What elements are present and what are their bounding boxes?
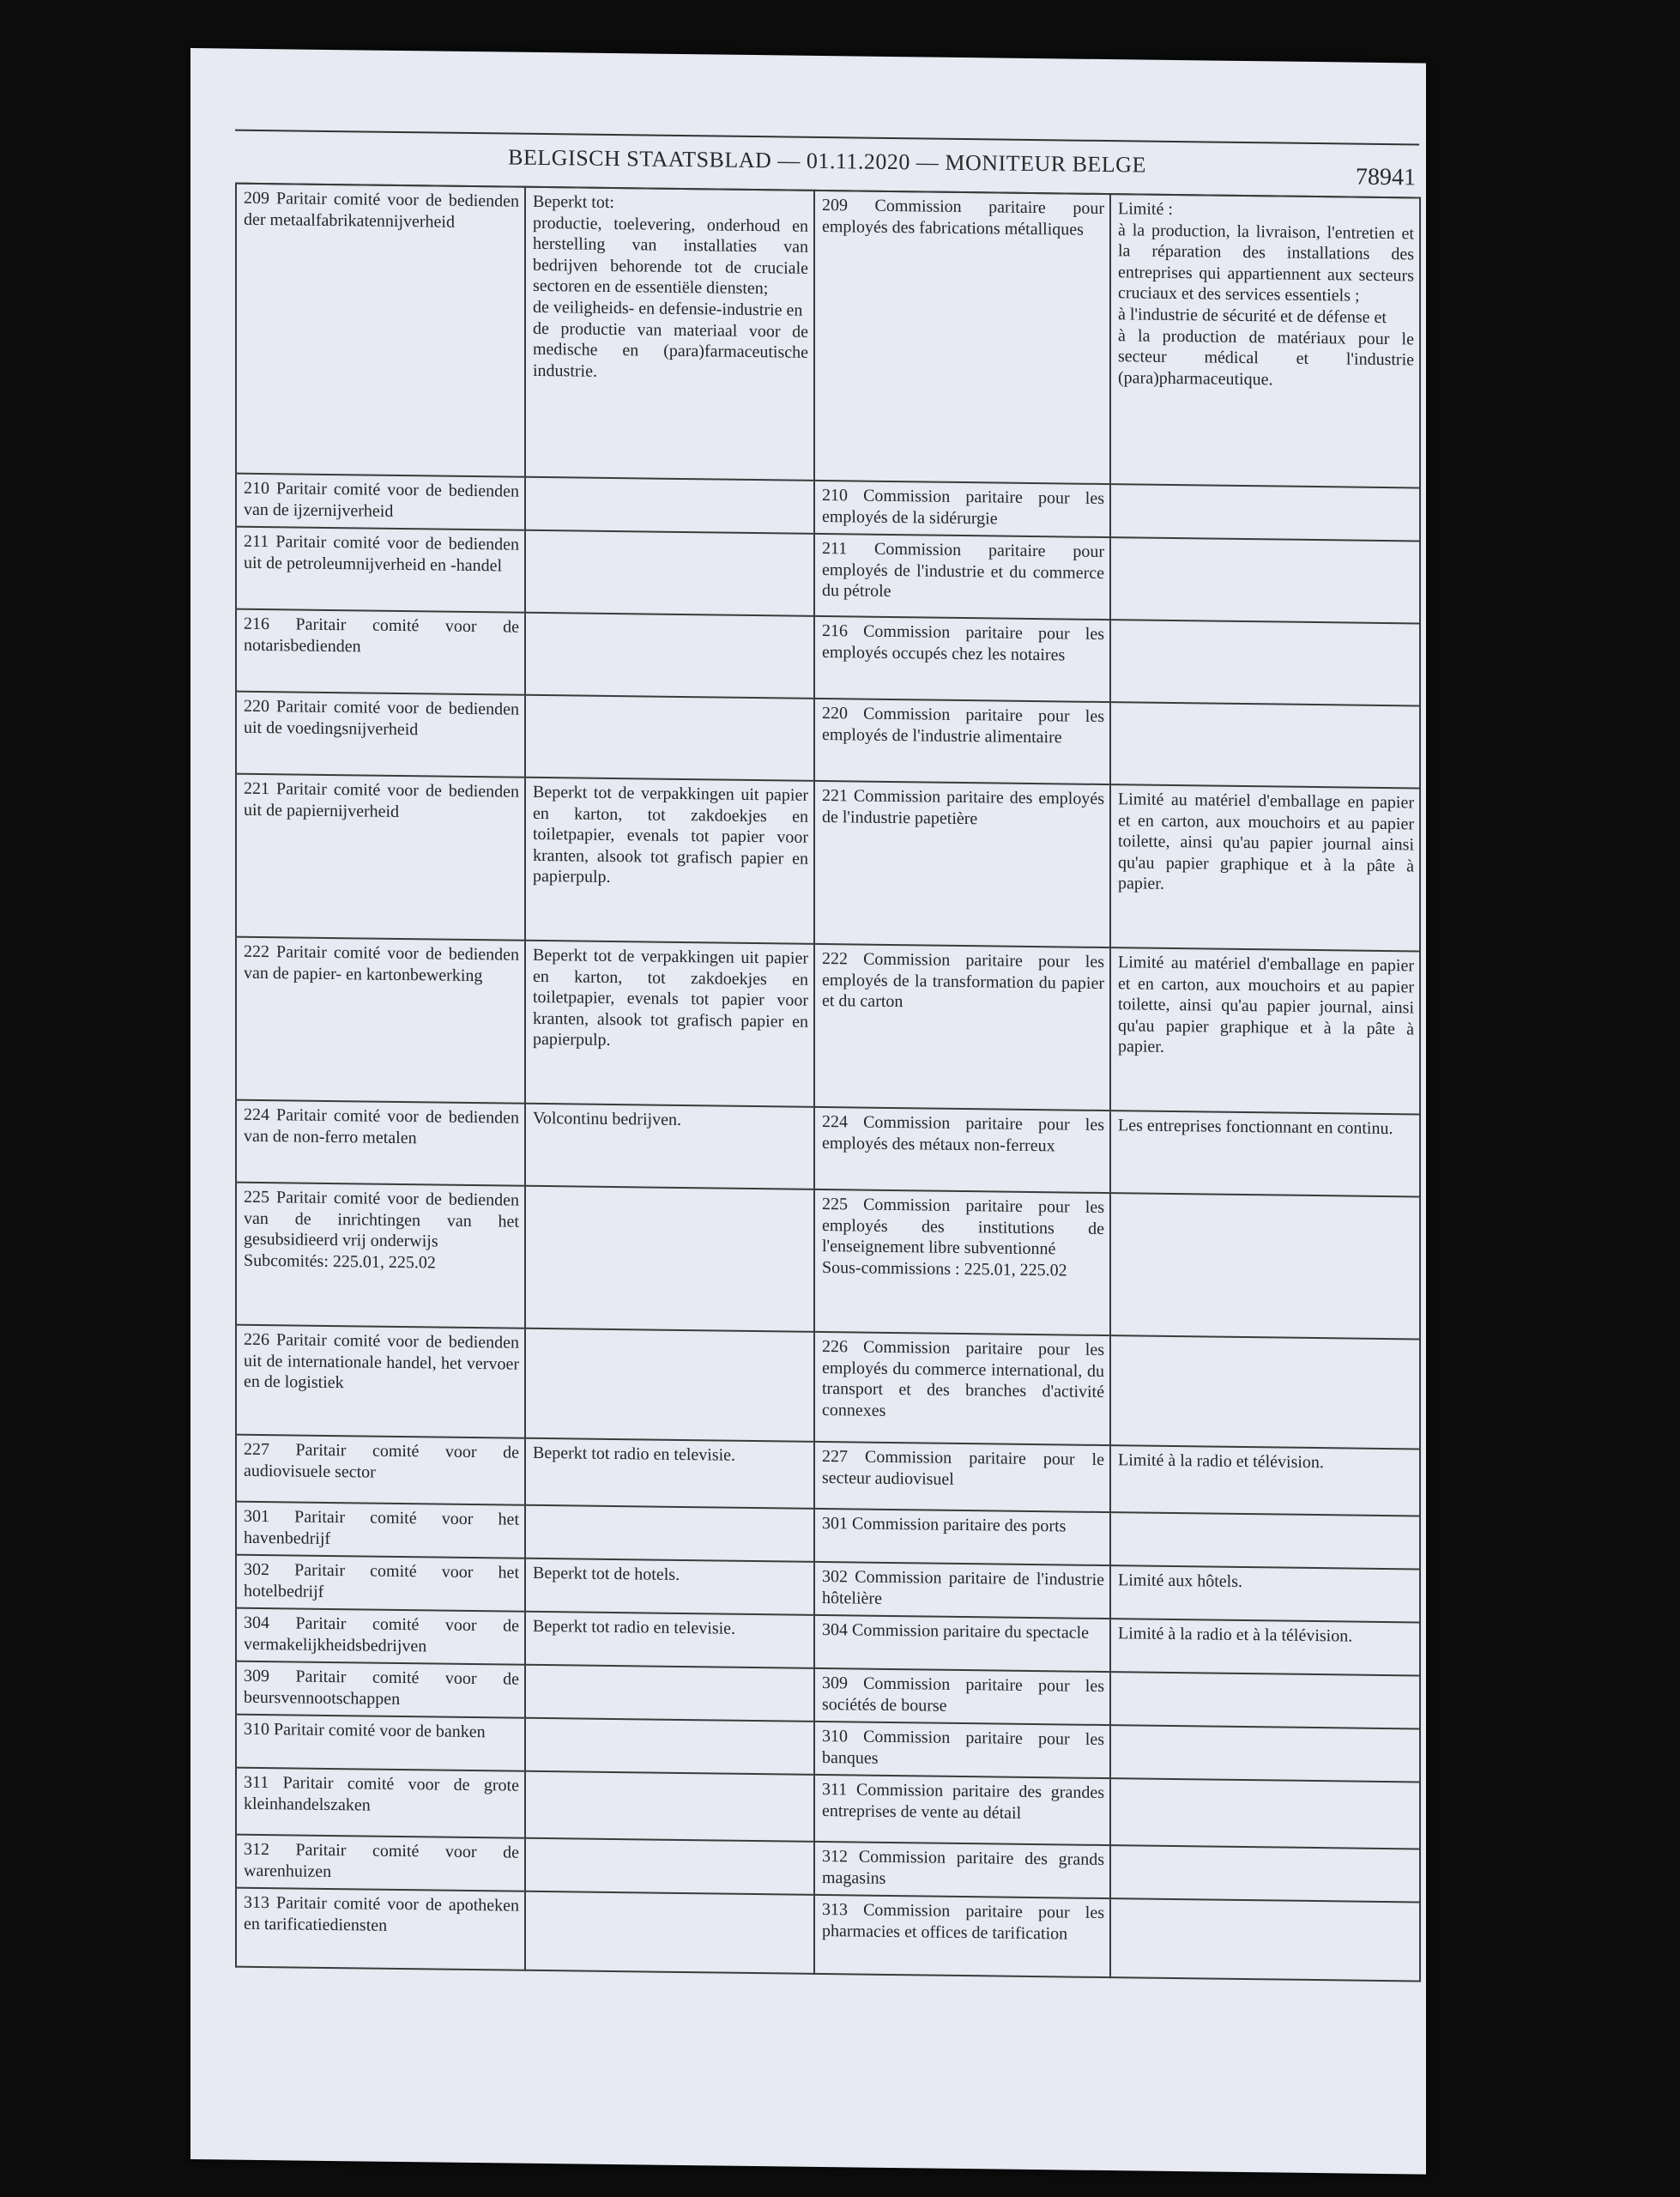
fr-committee-cell xyxy=(814,1775,1110,1845)
fr-committee-cell xyxy=(814,1895,1110,1977)
fr-scope-cell xyxy=(1110,1512,1420,1569)
table-row xyxy=(236,609,1420,706)
nl-committee-text: 310 Paritair comité voor de banken xyxy=(244,1719,486,1742)
fr-scope-text: Limité au matériel d'emballage en papier et en carton, aux mouchoirs et au papier toilette, ainsi qu'au papier journal ainsi qu'au papier graphique et à la pâte à papier. xyxy=(1118,790,1414,894)
fr-scope-text: Limité au matériel d'emballage en papier et en carton, aux mouchoirs et au papier toilette, ainsi qu'au papier journal, ainsi qu'au papier graphique et à la pâte à papier. xyxy=(1118,953,1414,1057)
nl-committee-cell xyxy=(236,474,525,530)
fr-committee-text: 313 Commission paritaire pour les pharmacies et offices de tarification xyxy=(822,1899,1104,1944)
nl-scope-cell xyxy=(525,1328,814,1442)
nl-scope-cell xyxy=(525,187,814,481)
nl-scope-text: Beperkt tot radio en televisie. xyxy=(533,1616,736,1638)
nl-committee-cell xyxy=(236,1715,525,1771)
fr-scope-cell xyxy=(1110,1845,1420,1902)
fr-scope-cell xyxy=(1110,1565,1420,1622)
fr-committee-cell xyxy=(814,781,1110,947)
nl-committee-text: 211 Paritair comité voor de bedienden uit de petroleumnijverheid en -handel xyxy=(244,531,519,576)
fr-scope-cell xyxy=(1110,1725,1420,1782)
table-row xyxy=(236,937,1420,1115)
nl-committee-cell xyxy=(236,1183,525,1328)
nl-committee-text: 313 Paritair comité voor de apotheken en tarificatiediensten xyxy=(244,1892,519,1935)
fr-committee-text: 220 Commission paritaire pour les employés de l'industrie alimentaire xyxy=(822,703,1104,747)
nl-committee-cell xyxy=(236,1325,525,1438)
fr-committee-text: 310 Commission paritaire pour les banques xyxy=(822,1726,1104,1768)
fr-scope-text: Limité : à la production, la livraison, l'entretien et la réparation des installations des entreprises qui appartiennent aux secteurs cruciaux et des services essentiels ; à l'industrie de sécurité et de défense et à la production de matériaux pour le secteur médical et l'industrie (para)pharmaceutique. xyxy=(1118,199,1414,390)
nl-scope-cell xyxy=(525,695,814,781)
nl-committee-text: 309 Paritair comité voor de beursvennootschappen xyxy=(244,1666,519,1709)
fr-committee-cell xyxy=(814,1562,1110,1619)
fr-scope-cell xyxy=(1110,1193,1420,1339)
nl-scope-cell xyxy=(525,941,814,1107)
table-row xyxy=(236,1325,1420,1450)
fr-scope-cell xyxy=(1110,194,1420,487)
nl-committee-cell xyxy=(236,609,525,695)
fr-committee-text: 222 Commission paritaire pour les employés de la transformation du papier et du carton xyxy=(822,948,1104,1012)
fr-committee-text: 210 Commission paritaire pour les employés de la sidérurgie xyxy=(822,485,1104,529)
nl-scope-cell xyxy=(525,1891,814,1974)
fr-scope-text: Les entreprises fonctionnant en continu. xyxy=(1118,1116,1393,1139)
fr-committee-cell xyxy=(814,1332,1110,1445)
nl-scope-text: Beperkt tot: productie, toelevering, onderhoud en herstelling van installaties van bedrijven behorende tot de cruciale sectoren en de essentiële diensten; de veiligheids- en defensie-industrie en de productie van materiaal voor de medische en (para)farmaceutische industrie. xyxy=(533,191,808,381)
nl-scope-cell xyxy=(525,1665,814,1722)
nl-committee-text: 209 Paritair comité voor de bedienden der metaalfabrikatennijverheid xyxy=(244,188,519,232)
fr-committee-text: 311 Commission paritaire des grandes entreprises de vente au détail xyxy=(822,1779,1104,1823)
fr-scope-text: Limité aux hôtels. xyxy=(1118,1571,1242,1591)
nl-committee-cell xyxy=(236,1555,525,1612)
fr-committee-cell xyxy=(814,944,1110,1111)
nl-committee-cell xyxy=(236,1661,525,1718)
nl-scope-cell xyxy=(525,1104,814,1189)
fr-committee-text: 225 Commission paritaire pour les employés des institutions de l'enseignement libre subventionné Sous-commissions : 225.01, 225.02 xyxy=(822,1194,1104,1280)
fr-committee-text: 224 Commission paritaire pour les employés des métaux non-ferreux xyxy=(822,1111,1104,1155)
fr-committee-text: 211 Commission paritaire pour employés de l'industrie et du commerce du pétrole xyxy=(822,538,1104,602)
nl-scope-text: Volcontinu bedrijven. xyxy=(533,1108,681,1129)
fr-committee-text: 216 Commission paritaire pour les employés occupés chez les notaires xyxy=(822,620,1104,665)
fr-committee-cell xyxy=(814,534,1110,620)
nl-committee-cell xyxy=(236,1768,525,1838)
table-row xyxy=(236,1100,1420,1197)
nl-committee-cell xyxy=(236,1888,525,1970)
nl-scope-cell xyxy=(525,530,814,616)
nl-committee-cell xyxy=(236,1502,525,1558)
header-title: BELGISCH STAATSBLAD — 01.11.2020 — MONITEUR BELGE xyxy=(508,144,1146,178)
committee-table xyxy=(235,183,1421,1982)
fr-scope-cell xyxy=(1110,1111,1420,1196)
fr-committee-cell xyxy=(814,1842,1110,1898)
fr-committee-cell xyxy=(814,1615,1110,1672)
nl-committee-text: 224 Paritair comité voor de bedienden van de non-ferro metalen xyxy=(244,1105,519,1147)
nl-committee-text: 311 Paritair comité voor de grote kleinhandelszaken xyxy=(244,1772,519,1815)
fr-committee-text: 312 Commission paritaire des grands magasins xyxy=(822,1846,1104,1888)
nl-scope-cell xyxy=(525,1838,814,1895)
nl-scope-text: Beperkt tot de hotels. xyxy=(533,1563,680,1584)
fr-scope-cell xyxy=(1110,784,1420,951)
fr-scope-cell xyxy=(1110,620,1420,705)
nl-committee-text: 221 Paritair comité voor de bedienden uit de papiernijverheid xyxy=(244,778,519,821)
nl-scope-cell xyxy=(525,1718,814,1775)
fr-scope-cell xyxy=(1110,1898,1420,1981)
table-row xyxy=(236,184,1420,488)
fr-committee-cell xyxy=(814,1668,1110,1725)
fr-committee-cell xyxy=(814,616,1110,702)
nl-scope-cell xyxy=(525,1186,814,1332)
nl-committee-cell xyxy=(236,692,525,778)
nl-committee-cell xyxy=(236,1100,525,1186)
fr-committee-cell xyxy=(814,699,1110,784)
fr-committee-cell xyxy=(814,1107,1110,1193)
nl-scope-cell xyxy=(525,1505,814,1562)
nl-scope-cell xyxy=(525,1771,814,1842)
nl-committee-text: 227 Paritair comité voor de audiovisuele sector xyxy=(244,1439,519,1482)
fr-committee-cell xyxy=(814,1722,1110,1778)
table-row xyxy=(236,692,1420,789)
fr-scope-cell xyxy=(1110,947,1420,1114)
nl-committee-cell xyxy=(236,774,525,941)
fr-scope-text: Limité à la radio et à la télévision. xyxy=(1118,1624,1353,1646)
nl-scope-text: Beperkt tot de verpakkingen uit papier en karton, tot zakdoekjes en toiletpapier, evenals tot papier voor kranten, alsook tot grafisch papier en papierpulp. xyxy=(533,945,808,1050)
nl-scope-text: Beperkt tot radio en televisie. xyxy=(533,1443,736,1465)
table-row xyxy=(236,1888,1420,1982)
nl-committee-cell xyxy=(236,937,525,1104)
fr-committee-text: 301 Commission paritaire des ports xyxy=(822,1513,1067,1536)
nl-committee-text: 216 Paritair comité voor de notarisbedienden xyxy=(244,614,519,657)
fr-committee-text: 309 Commission paritaire pour les sociétés de bourse xyxy=(822,1673,1104,1716)
fr-scope-cell xyxy=(1110,1672,1420,1728)
fr-committee-text: 304 Commission paritaire du spectacle xyxy=(822,1619,1090,1643)
nl-committee-text: 301 Paritair comité voor het havenbedrijf xyxy=(244,1506,519,1548)
fr-committee-text: 209 Commission paritaire pour employés des fabrications métalliques xyxy=(822,195,1104,239)
nl-scope-cell xyxy=(525,1612,814,1668)
fr-committee-text: 227 Commission paritaire pour le secteur audiovisuel xyxy=(822,1446,1104,1489)
nl-committee-cell xyxy=(236,527,525,613)
nl-scope-cell xyxy=(525,778,814,944)
page-number: 78941 xyxy=(1356,163,1416,191)
nl-committee-cell xyxy=(236,1435,525,1505)
fr-scope-cell xyxy=(1110,702,1420,788)
fr-scope-text: Limité à la radio et télévision. xyxy=(1118,1450,1324,1473)
nl-committee-text: 222 Paritair comité voor de bedienden van de papier- en kartonbewerking xyxy=(244,941,519,985)
fr-committee-cell xyxy=(814,191,1110,484)
nl-committee-text: 226 Paritair comité voor de bedienden uit de internationale handel, het vervoer en de logistiek xyxy=(244,1329,519,1393)
fr-scope-cell xyxy=(1110,537,1420,623)
fr-scope-cell xyxy=(1110,1335,1420,1449)
fr-committee-text: 221 Commission paritaire des employés de l'industrie papetière xyxy=(822,785,1104,828)
nl-committee-cell xyxy=(236,1608,525,1665)
nl-committee-text: 302 Paritair comité voor het hotelbedrijf xyxy=(244,1559,519,1601)
fr-committee-cell xyxy=(814,1189,1110,1335)
table-row xyxy=(236,1183,1420,1340)
nl-committee-cell xyxy=(236,1835,525,1891)
fr-scope-cell xyxy=(1110,1619,1420,1675)
nl-committee-cell xyxy=(236,184,525,477)
fr-scope-cell xyxy=(1110,484,1420,541)
nl-scope-cell xyxy=(525,1438,814,1509)
nl-committee-text: 304 Paritair comité voor de vermakelijkheidsbedrijven xyxy=(244,1613,519,1655)
nl-scope-cell xyxy=(525,613,814,699)
nl-committee-text: 225 Paritair comité voor de bedienden van de inrichtingen van het gesubsidieerd vrij onderwijs Subcomités: 225.01, 225.02 xyxy=(244,1187,519,1273)
table-row xyxy=(236,527,1420,624)
fr-committee-cell xyxy=(814,481,1110,537)
table-row xyxy=(236,774,1420,952)
nl-scope-cell xyxy=(525,477,814,534)
fr-scope-cell xyxy=(1110,1778,1420,1849)
fr-scope-cell xyxy=(1110,1445,1420,1516)
fr-committee-cell xyxy=(814,1509,1110,1565)
fr-committee-text: 302 Commission paritaire de l'industrie hôtelière xyxy=(822,1566,1104,1608)
nl-scope-text: Beperkt tot de verpakkingen uit papier en karton, tot zakdoekjes en toiletpapier, evenals tot papier voor kranten, alsook tot grafisch papier en papierpulp. xyxy=(533,782,808,887)
nl-committee-text: 210 Paritair comité voor de bedienden van de ijzernijverheid xyxy=(244,478,519,521)
nl-scope-cell xyxy=(525,1558,814,1615)
fr-committee-text: 226 Commission paritaire pour les employés du commerce international, du transport et des branches d'activité connexes xyxy=(822,1336,1104,1420)
fr-committee-cell xyxy=(814,1442,1110,1512)
nl-committee-text: 312 Paritair comité voor de warenhuizen xyxy=(244,1839,519,1881)
document-page xyxy=(190,48,1426,2175)
nl-committee-text: 220 Paritair comité voor de bedienden uit de voedingsnijverheid xyxy=(244,696,519,739)
